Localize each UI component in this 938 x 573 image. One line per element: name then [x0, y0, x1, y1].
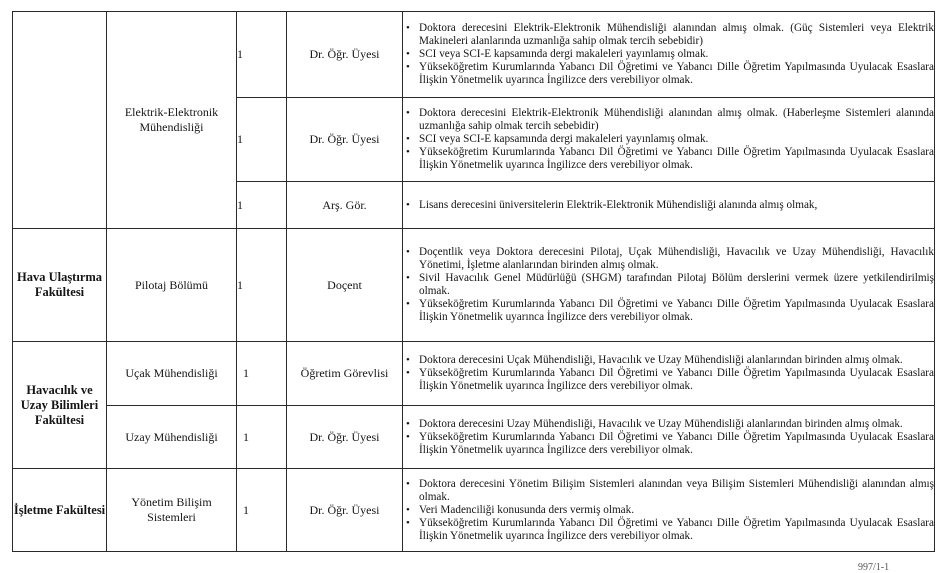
- requirements-cell: [403, 182, 935, 229]
- requirements-cell: [403, 342, 935, 406]
- requirement-item: • Sivil Havacılık Genel Müdürlüğü (SHGM) tarafından Pilotaj Bölüm derslerini vermek üzere yetkilendirilmiş olmak.: [419, 272, 934, 298]
- requirements-cell: [403, 406, 935, 469]
- department-cell: Yönetim Bilişim Sistemleri: [107, 469, 237, 552]
- requirement-item: • Veri Madenciliği konusunda ders vermiş olmak.: [419, 504, 934, 517]
- position-count: 1: [237, 406, 287, 469]
- position-title: Doçent: [287, 229, 403, 342]
- faculty-cell: Hava Ulaştırma Fakültesi: [13, 229, 107, 342]
- position-count: 1: [237, 12, 287, 98]
- requirement-item: • Yükseköğretim Kurumlarında Yabancı Dil Öğretimi ve Yabancı Dille Öğretim Yapılmasında Uyulacak Esaslara İlişkin Yönetmelik uyarınca İngilizce ders verebiliyor olmak.: [419, 367, 934, 393]
- department-cell: Elektrik-Elektronik Mühendisliği: [107, 12, 237, 229]
- faculty-positions-table: [12, 11, 935, 552]
- page-number: 997/1-1: [858, 562, 890, 573]
- requirement-item: • Yükseköğretim Kurumlarında Yabancı Dil Öğretimi ve Yabancı Dille Öğretim Yapılmasında Uyulacak Esaslara İlişkin Yönetmelik uyarınca İngilizce ders verebiliyor olmak.: [419, 298, 934, 324]
- department-cell: Uzay Mühendisliği: [107, 406, 237, 469]
- requirement-item: • Doktora derecesini Uzay Mühendisliği, Havacılık ve Uzay Mühendisliği alanlarından birinden almış olmak.: [419, 418, 934, 431]
- position-count: 1: [237, 469, 287, 552]
- requirement-item: • Yükseköğretim Kurumlarında Yabancı Dil Öğretimi ve Yabancı Dille Öğretim Yapılmasında Uyulacak Esaslara İlişkin Yönetmelik uyarınca İngilizce ders verebiliyor olmak.: [419, 431, 934, 457]
- position-title: Dr. Öğr. Üyesi: [287, 98, 403, 182]
- requirement-item: • Yükseköğretim Kurumlarında Yabancı Dil Öğretimi ve Yabancı Dille Öğretim Yapılmasında Uyulacak Esaslara İlişkin Yönetmelik uyarınca İngilizce ders verebiliyor olmak.: [419, 61, 934, 87]
- position-title: Arş. Gör.: [287, 182, 403, 229]
- requirement-item: • Yükseköğretim Kurumlarında Yabancı Dil Öğretimi ve Yabancı Dille Öğretim Yapılmasında Uyulacak Esaslara İlişkin Yönetmelik uyarınca İngilizce ders verebiliyor olmak.: [419, 146, 934, 172]
- table-row: [13, 229, 935, 342]
- department-cell: Uçak Mühendisliği: [107, 342, 237, 406]
- requirement-item: • Doktora derecesini Uçak Mühendisliği, Havacılık ve Uzay Mühendisliği alanlarından birinden almış olmak.: [419, 354, 934, 367]
- requirement-item: • Doçentlik veya Doktora derecesini Pilotaj, Uçak Mühendisliği, Havacılık ve Uzay Mühendisliği, Havacılık Yönetimi, İşletme alanlarından birinden almış olmak.: [419, 246, 934, 272]
- faculty-cell: İşletme Fakültesi: [13, 469, 107, 552]
- requirement-item: • Yükseköğretim Kurumlarında Yabancı Dil Öğretimi ve Yabancı Dille Öğretim Yapılmasında Uyulacak Esaslara İlişkin Yönetmelik uyarınca İngilizce ders verebiliyor olmak.: [419, 517, 934, 543]
- faculty-cell: Havacılık ve Uzay Bilimleri Fakültesi: [13, 342, 107, 469]
- position-count: 1: [237, 182, 287, 229]
- requirements-cell: [403, 12, 935, 98]
- table-row: [13, 469, 935, 552]
- requirement-item: • Doktora derecesini Elektrik-Elektronik Mühendisliği alanından almış olmak. (Haberleşme Sistemleri alanında uzmanlığa sahip olmak tercih sebebidir): [419, 107, 934, 133]
- requirement-item: • Doktora derecesini Elektrik-Elektronik Mühendisliği alanından almış olmak. (Güç Sistemleri veya Elektrik Makineleri alanlarında uzmanlığa sahip olmak tercih sebebidir): [419, 22, 934, 48]
- requirements-cell: [403, 229, 935, 342]
- requirements-cell: [403, 98, 935, 182]
- position-count: 1: [237, 229, 287, 342]
- requirement-item: • SCI veya SCI-E kapsamında dergi makaleleri yayınlamış olmak.: [419, 48, 934, 61]
- table-row: [13, 406, 935, 469]
- requirement-item: • SCI veya SCI-E kapsamında dergi makaleleri yayınlamış olmak.: [419, 133, 934, 146]
- position-title: Dr. Öğr. Üyesi: [287, 469, 403, 552]
- department-cell: Pilotaj Bölümü: [107, 229, 237, 342]
- faculty-cell: [13, 12, 107, 229]
- requirement-item: • Doktora derecesini Yönetim Bilişim Sistemleri alanından veya Bilişim Sistemleri Mühendisliği alanından almış olmak.: [419, 478, 934, 504]
- requirements-cell: [403, 469, 935, 552]
- requirement-item: • Lisans derecesini üniversitelerin Elektrik-Elektronik Mühendisliği alanında almış olmak,: [419, 199, 934, 212]
- position-title: Dr. Öğr. Üyesi: [287, 12, 403, 98]
- position-title: Öğretim Görevlisi: [287, 342, 403, 406]
- table-row: [13, 342, 935, 406]
- position-count: 1: [237, 342, 287, 406]
- table-row: [13, 12, 935, 98]
- position-title: Dr. Öğr. Üyesi: [287, 406, 403, 469]
- position-count: 1: [237, 98, 287, 182]
